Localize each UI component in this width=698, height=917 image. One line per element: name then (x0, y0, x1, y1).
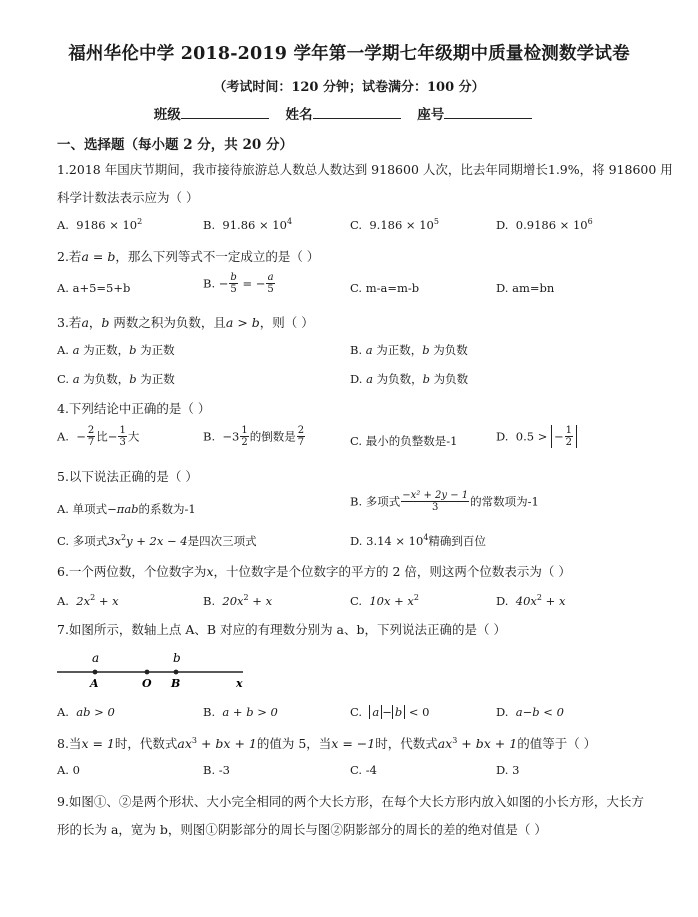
q5-stem: 5.以下说法正确的是（ ） (57, 469, 198, 484)
class-label: 班级 (153, 107, 181, 123)
q1-option-a: A. $9186 \times 10^2$ (57, 217, 143, 232)
q8-option-d: D. 3 (496, 763, 520, 777)
q9-line2: 形的长为 a，宽为 b，则图①阴影部分的周长与图②阴影部分的周长的差的绝对值是（ ） (57, 822, 547, 837)
student-info-line (0, 103, 698, 123)
q1-option-d: D. $0.9186 \times 10^6$ (496, 217, 593, 232)
axis-x-label: x (236, 677, 243, 690)
q6-option-d: D. $40x^2 + x$ (496, 593, 566, 608)
point-b-label: B (171, 677, 181, 690)
q4-option-b: B. −3 $\frac{1}{2}$ 的倒数是 $\frac{2}{7}$ (203, 425, 305, 448)
point-b-value-label: b (173, 651, 181, 665)
seat-blank (444, 105, 532, 119)
q2-option-d: D. am=bn (496, 281, 555, 295)
section-heading: 一、选择题（每小题 2 分，共 20 分） (57, 137, 293, 153)
q5-option-d: D. $3.14 \times 10^4$精确到百位 (350, 533, 486, 548)
q4-option-a: A. − $\frac{2}{7}$ 比− $\frac{1}{3}$ 大 (57, 425, 140, 448)
exam-subtitle: （考试时间：120 分钟；试卷满分：100 分） (213, 80, 485, 95)
point-o-label: O (142, 677, 152, 690)
q4-option-d: D. 0.5 > − $\frac{1}{2}$ (496, 425, 577, 448)
q5-option-a: A. 单项式−πab的系数为-1 (57, 502, 196, 516)
number-line-figure (55, 648, 255, 690)
exam-title: 福州华伦中学 2018-2019 学年第一学期七年级期中质量检测数学试卷 (68, 44, 630, 64)
q2-option-c: C. m-a=m-b (350, 281, 420, 295)
q7-option-d: D. a−b < 0 (496, 705, 564, 719)
q1-option-c: C. $9.186 \times 10^5$ (350, 217, 439, 232)
q9-line1: 9.如图①、②是两个形状、大小完全相同的两个大长方形，在每个大长方形内放入如图的小长方形，大长方 (57, 794, 644, 809)
q3-option-b: B. a 为正数，b 为负数 (350, 343, 468, 357)
q3-option-c: C. a 为负数，b 为正数 (57, 372, 175, 386)
q5-option-b: B. 多项式 $\frac{\text{−x² + 2y − 1}}{3}$ 的常数项为-1 (350, 490, 539, 513)
q2-option-a: A. a+5=5+b (57, 281, 131, 295)
q6-option-a: A. $2x^2 + x$ (57, 593, 119, 608)
q8-stem: 8.当x = 1时，代数式$ax^3$ + bx + 1的值为 5，当x = −1时，代数式$ax^3$ + bx + 1的值等于（ ） (57, 736, 597, 751)
point-a-label: A (90, 677, 99, 690)
q7-option-c: C. a − b < 0 (350, 705, 430, 719)
q7-option-a: A. ab > 0 (57, 705, 115, 719)
q3-option-d: D. a 为负数，b 为负数 (350, 372, 469, 386)
q8-option-b: B. -3 (203, 763, 230, 777)
q7-option-b: B. a + b > 0 (203, 705, 278, 719)
point-a-dot (93, 670, 98, 675)
name-label: 姓名 (285, 107, 313, 123)
q6-option-b: B. $20x^2 + x$ (203, 593, 273, 608)
q7-stem: 7.如图所示，数轴上点 A、B 对应的有理数分别为 a、b，下列说法正确的是（ ） (57, 622, 506, 637)
point-a-value-label: a (92, 651, 100, 665)
q1-line1: 1.2018 年国庆节期间，我市接待旅游总人数总人数达到 918600 人次，比去年同期增长1.9%，将 918600 用 (57, 162, 673, 177)
seat-label: 座号 (417, 107, 445, 123)
q4-stem: 4.下列结论中正确的是（ ） (57, 401, 211, 416)
name-blank (313, 105, 401, 119)
q1-line2: 科学计数法表示应为（ ） (57, 190, 199, 205)
q2-stem: 2.若a = b，那么下列等式不一定成立的是（ ） (57, 249, 320, 264)
q8-option-a: A. 0 (57, 763, 80, 777)
q3-stem: 3.若a，b 两数之积为负数，且a > b，则（ ） (57, 315, 314, 330)
q5-option-c: C. 多项式$3x^2y + 2x - 4$是四次三项式 (57, 533, 257, 548)
q8-option-c: C. -4 (350, 763, 377, 777)
point-o-dot (145, 670, 150, 675)
q2-option-b: B. − $\frac{b}{5}$ = − $\frac{a}{5}$ (203, 272, 274, 295)
point-b-dot (174, 670, 179, 675)
q4-option-c: C. 最小的负整数是-1 (350, 434, 458, 448)
q6-option-c: C. $10x + x^2$ (350, 593, 420, 608)
q1-option-b: B. $91.86 \times 10^4$ (203, 217, 293, 232)
q3-option-a: A. a 为正数，b 为正数 (57, 343, 175, 357)
q6-stem: 6.一个两位数，个位数字为x，十位数字是个位数字的平方的 2 倍，则这两个位数表示为（ ） (57, 564, 571, 579)
class-blank (181, 105, 269, 119)
